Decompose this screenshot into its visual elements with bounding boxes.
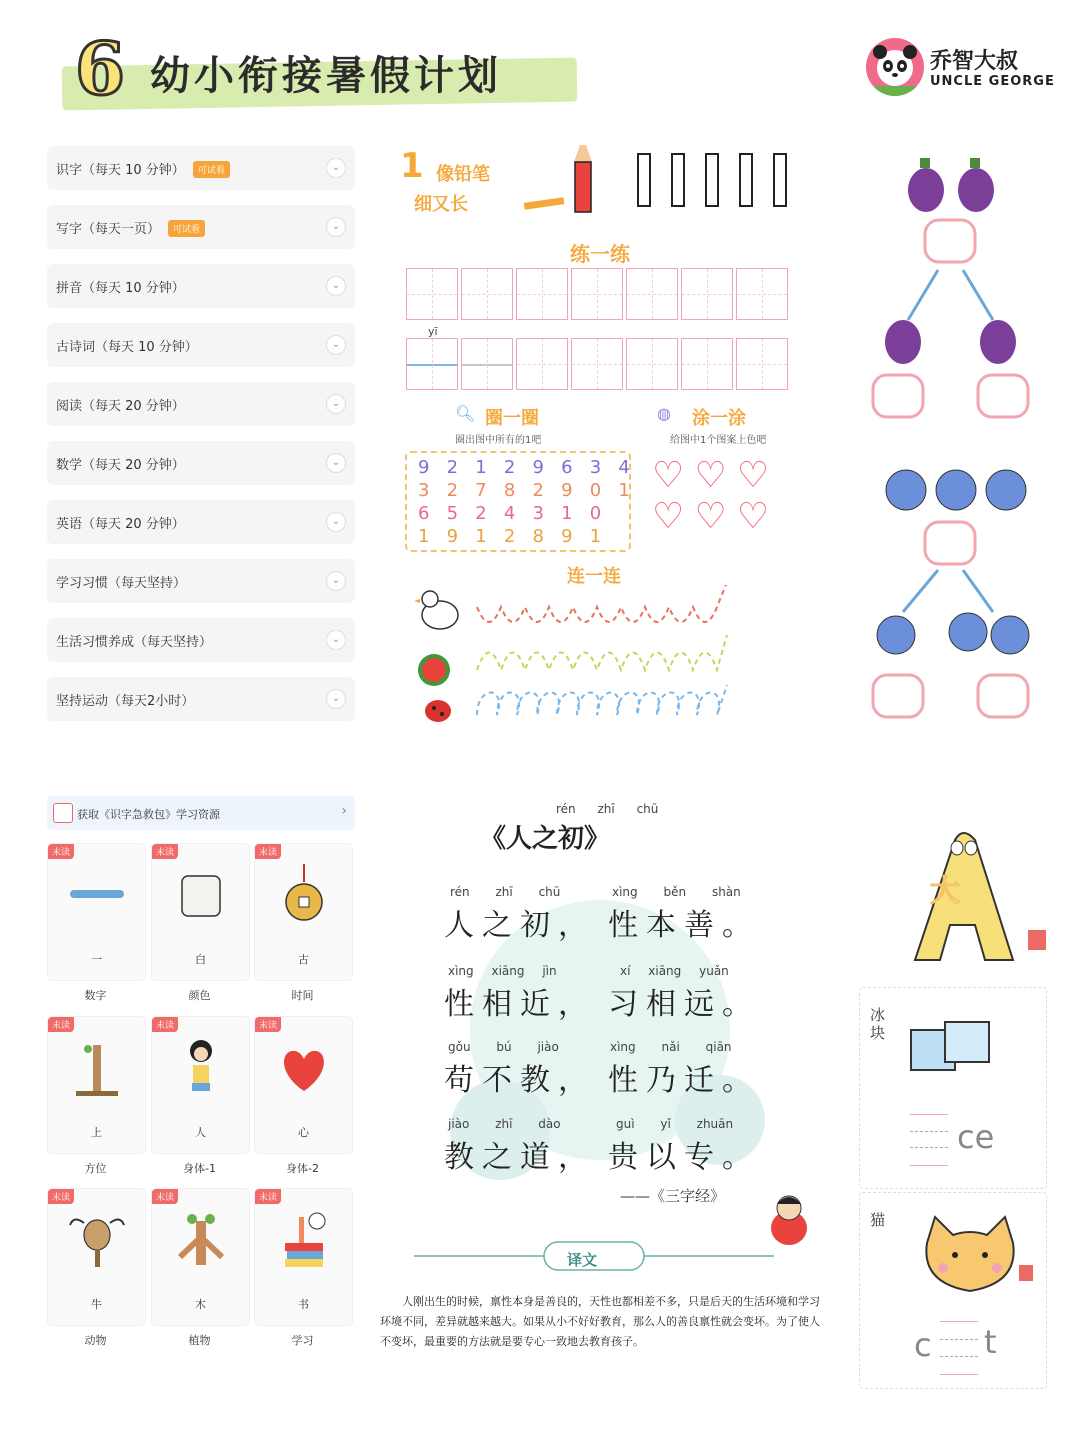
coin-icon bbox=[273, 862, 335, 926]
number-row: 6 5 2 4 3 1 0 bbox=[418, 503, 602, 524]
blank-slot[interactable] bbox=[910, 1114, 948, 1166]
poem-line: 苟不教， bbox=[444, 1063, 596, 1098]
line-pinyin: xìng nǎi qiān bbox=[610, 1040, 732, 1054]
line-pinyin: jiào zhī dào bbox=[448, 1117, 561, 1131]
writing-grid-row-1 bbox=[406, 268, 788, 320]
plan-item-label: 坚持运动（每天2小时） bbox=[56, 694, 195, 709]
plan-item-label: 识字（每天 10 分钟） bbox=[56, 163, 185, 178]
cat-icon bbox=[915, 1213, 1035, 1303]
unread-badge: 未读 bbox=[255, 1017, 281, 1032]
panda-logo-icon bbox=[866, 38, 924, 96]
tree-icon bbox=[170, 1207, 232, 1271]
circle-title: 圈一圈 bbox=[485, 408, 539, 429]
line-pinyin: gǒu bú jiào bbox=[448, 1040, 559, 1054]
card-char: 白 bbox=[195, 953, 206, 966]
translation-title: 译文 bbox=[567, 1251, 598, 1269]
letter-word: 大 bbox=[930, 874, 960, 909]
char-card-shang[interactable] bbox=[47, 1016, 146, 1154]
card-char: 心 bbox=[298, 1126, 309, 1139]
card-char: 木 bbox=[195, 1298, 206, 1311]
tree-branch-icon bbox=[66, 1035, 128, 1099]
writing-cell[interactable] bbox=[571, 338, 623, 390]
line-pinyin: xìng xiāng jìn bbox=[448, 964, 557, 978]
duck-icon bbox=[414, 591, 458, 629]
writing-cell[interactable] bbox=[681, 338, 733, 390]
line-pinyin: rén zhī chū bbox=[450, 885, 561, 899]
practice-title: 练一练 bbox=[570, 242, 630, 266]
color-hint: 给图中1个图案上色吧 bbox=[670, 435, 767, 446]
plan-item-pinyin[interactable] bbox=[47, 264, 355, 308]
ox-icon bbox=[66, 1207, 128, 1271]
stroke-one-icon bbox=[66, 862, 128, 926]
letter-a-character bbox=[895, 820, 1055, 970]
card-char: 古 bbox=[298, 953, 309, 966]
trial-badge: 可试看 bbox=[193, 161, 230, 178]
card-char: 牛 bbox=[91, 1298, 102, 1311]
card-caption: 植物 bbox=[188, 1334, 211, 1347]
writing-cell[interactable] bbox=[406, 338, 458, 390]
watermelon-icon bbox=[418, 654, 450, 686]
flashcard-icon bbox=[53, 803, 73, 823]
writing-cell[interactable] bbox=[681, 268, 733, 320]
writing-cell[interactable] bbox=[736, 338, 788, 390]
heart-icon[interactable]: ♡ bbox=[652, 455, 685, 496]
card-caption: 身体-1 bbox=[183, 1162, 216, 1175]
heart-icon[interactable]: ♡ bbox=[652, 496, 685, 537]
plan-item-literacy[interactable] bbox=[47, 146, 355, 190]
poem-line: 性本善。 bbox=[608, 908, 760, 943]
tracing-lines bbox=[412, 585, 802, 725]
card-char: 书 bbox=[298, 1298, 309, 1311]
heart-grid bbox=[652, 455, 802, 537]
writing-cell[interactable] bbox=[516, 338, 568, 390]
chevron-down-icon[interactable]: ⌄ bbox=[326, 335, 346, 355]
brand-name: 乔智大叔 bbox=[930, 49, 1019, 74]
paper-scroll-icon bbox=[170, 862, 232, 926]
unread-badge: 未读 bbox=[152, 1189, 178, 1204]
plan-item-label: 学习习惯（每天坚持） bbox=[56, 576, 187, 591]
word-card-ice[interactable] bbox=[859, 987, 1047, 1189]
char-card-mu[interactable] bbox=[151, 1188, 250, 1326]
card-caption: 身体-2 bbox=[286, 1162, 319, 1175]
poem-source: ——《三字经》 bbox=[620, 1187, 726, 1205]
trial-badge: 可试看 bbox=[168, 220, 205, 237]
page-title: 幼小衔接暑假计划 bbox=[150, 53, 502, 99]
plan-item-life-habits[interactable] bbox=[47, 618, 355, 662]
card-caption: 动物 bbox=[84, 1334, 107, 1347]
plan-item-exercise[interactable] bbox=[47, 677, 355, 721]
char-card-gu[interactable] bbox=[254, 843, 353, 981]
heart-icon[interactable]: ♡ bbox=[736, 455, 770, 496]
plan-item-label: 拼音（每天 10 分钟） bbox=[56, 281, 185, 296]
chevron-down-icon[interactable]: ⌄ bbox=[326, 512, 346, 532]
poem-line: 性相近， bbox=[444, 987, 596, 1022]
word-card-cn: 冰块 bbox=[870, 1006, 886, 1042]
poem-line: 贵以专。 bbox=[608, 1140, 760, 1175]
writing-cell[interactable] bbox=[461, 338, 513, 390]
plan-item-label: 阅读（每天 20 分钟） bbox=[56, 399, 185, 414]
connect-title: 连一连 bbox=[567, 566, 621, 587]
char-card-bai[interactable] bbox=[151, 843, 250, 981]
char-card-xin[interactable] bbox=[254, 1016, 353, 1154]
palette-icon: ◍ bbox=[657, 404, 671, 423]
circle-hint: 圈出图中所有的1吧 bbox=[455, 435, 542, 446]
card-caption: 学习 bbox=[291, 1334, 314, 1347]
child-icon bbox=[170, 1035, 232, 1099]
plan-item-label: 数学（每天 20 分钟） bbox=[56, 458, 185, 473]
char-card-ren[interactable] bbox=[151, 1016, 250, 1154]
writing-cell[interactable] bbox=[406, 268, 458, 320]
sorting-illustration bbox=[868, 150, 1038, 730]
unread-badge: 未读 bbox=[48, 1017, 74, 1032]
writing-cell[interactable] bbox=[516, 268, 568, 320]
number-row: 9 2 1 2 9 6 3 4 bbox=[418, 457, 630, 478]
books-icon bbox=[273, 1207, 335, 1271]
heart-icon[interactable]: ♡ bbox=[736, 496, 770, 537]
poem-line: 教之道， bbox=[444, 1140, 596, 1175]
chevron-down-icon[interactable]: ⌄ bbox=[326, 630, 346, 650]
writing-grid-row-2 bbox=[406, 338, 788, 390]
worksheet-digit: 1 bbox=[400, 146, 424, 186]
heart-icon[interactable]: ♡ bbox=[694, 496, 727, 537]
plan-item-label: 古诗词（每天 10 分钟） bbox=[56, 340, 198, 355]
worksheet-desc-1: 像铅笔 bbox=[436, 164, 490, 185]
plan-item-math[interactable] bbox=[47, 441, 355, 485]
translation-text: 人刚出生的时候，禀性本身是善良的，天性也都相差不多，只是后天的生活环境和学习环境不同，差异就越来越大。如果从小不好好教育，那么人的善良禀性就会变坏。为了使人不变坏，最重要的方法就是要专心一致地去教育孩子。 bbox=[380, 1295, 820, 1348]
plan-item-poetry[interactable] bbox=[47, 323, 355, 367]
worksheet-desc-2: 细又长 bbox=[414, 194, 468, 215]
blank-slot[interactable] bbox=[940, 1321, 978, 1375]
line-pinyin: xìng běn shàn bbox=[612, 885, 741, 899]
chevron-down-icon[interactable]: ⌄ bbox=[326, 217, 346, 237]
number-row: 3 2 7 8 2 9 0 1 bbox=[418, 480, 630, 501]
plan-item-label: 英语（每天 20 分钟） bbox=[56, 517, 185, 532]
color-title: 涂一涂 bbox=[692, 408, 746, 429]
plan-item-study-habits[interactable] bbox=[47, 559, 355, 603]
word-card-cn: 猫 bbox=[870, 1211, 886, 1229]
poem-line: 性乃迁。 bbox=[608, 1063, 760, 1098]
word-ending: ce bbox=[957, 1118, 995, 1156]
chevron-right-icon: › bbox=[341, 803, 347, 819]
poem-line: 习相远。 bbox=[608, 987, 760, 1022]
plan-item-english[interactable] bbox=[47, 500, 355, 544]
plan-item-label: 写字（每天一页） bbox=[56, 222, 161, 237]
ladybug-icon bbox=[425, 700, 451, 722]
chevron-down-icon[interactable]: ⌄ bbox=[326, 394, 346, 414]
magnifier-icon: 🔍︎ bbox=[455, 404, 476, 423]
card-char: 一 bbox=[91, 953, 102, 966]
unread-badge: 未读 bbox=[255, 844, 281, 859]
number-rows bbox=[418, 456, 628, 548]
chevron-down-icon[interactable]: ⌄ bbox=[326, 689, 346, 709]
char-card-yi[interactable] bbox=[47, 843, 146, 981]
line-pinyin: guì yǐ zhuān bbox=[616, 1117, 734, 1131]
card-char: 上 bbox=[91, 1126, 102, 1139]
eggplant-icon bbox=[908, 158, 994, 212]
title-pinyin: rén zhī chū bbox=[556, 802, 659, 816]
chevron-down-icon[interactable]: ⌄ bbox=[326, 276, 346, 296]
number-row: 1 9 1 2 8 9 1 bbox=[418, 526, 602, 547]
unread-badge: 未读 bbox=[152, 844, 178, 859]
poem-line: 人之初， bbox=[444, 908, 596, 943]
pencil-icon bbox=[520, 140, 795, 215]
plan-item-label: 生活习惯养成（每天坚持） bbox=[56, 635, 213, 650]
card-caption: 方位 bbox=[84, 1162, 107, 1175]
card-caption: 时间 bbox=[291, 989, 314, 1002]
char-card-shu[interactable] bbox=[254, 1188, 353, 1326]
writing-cell[interactable] bbox=[626, 268, 678, 320]
card-char: 人 bbox=[195, 1126, 206, 1139]
writing-cell[interactable] bbox=[626, 338, 678, 390]
heart-organ-icon bbox=[273, 1035, 335, 1099]
chevron-down-icon[interactable]: ⌄ bbox=[326, 453, 346, 473]
plan-item-reading[interactable] bbox=[47, 382, 355, 426]
word-end: t bbox=[984, 1323, 997, 1361]
pinyin-yi: yī bbox=[428, 325, 438, 338]
writing-cell[interactable] bbox=[461, 268, 513, 320]
ice-cube-icon bbox=[905, 1016, 995, 1078]
writing-cell[interactable] bbox=[571, 268, 623, 320]
char-card-niu[interactable] bbox=[47, 1188, 146, 1326]
word-card-cat[interactable] bbox=[859, 1192, 1047, 1389]
word-start: c bbox=[914, 1326, 932, 1364]
resource-link-label: 获取《识字急救包》学习资源 bbox=[77, 808, 220, 821]
unread-badge: 未读 bbox=[48, 1189, 74, 1204]
resource-link-bar[interactable] bbox=[47, 796, 355, 830]
brand-name-en: UNCLE GEORGE bbox=[930, 74, 1055, 89]
card-caption: 数字 bbox=[84, 989, 107, 1002]
chevron-down-icon[interactable]: ⌄ bbox=[326, 158, 346, 178]
unread-badge: 未读 bbox=[152, 1017, 178, 1032]
heart-icon[interactable]: ♡ bbox=[694, 455, 727, 496]
unread-badge: 未读 bbox=[255, 1189, 281, 1204]
line-pinyin: xí xiāng yuǎn bbox=[620, 964, 729, 978]
plan-item-writing[interactable] bbox=[47, 205, 355, 249]
card-caption: 颜色 bbox=[188, 989, 211, 1002]
chevron-down-icon[interactable]: ⌄ bbox=[326, 571, 346, 591]
writing-cell[interactable] bbox=[736, 268, 788, 320]
plan-number: 6 bbox=[74, 26, 126, 111]
unread-badge: 未读 bbox=[48, 844, 74, 859]
poem-title: 《人之初》 bbox=[480, 824, 611, 854]
